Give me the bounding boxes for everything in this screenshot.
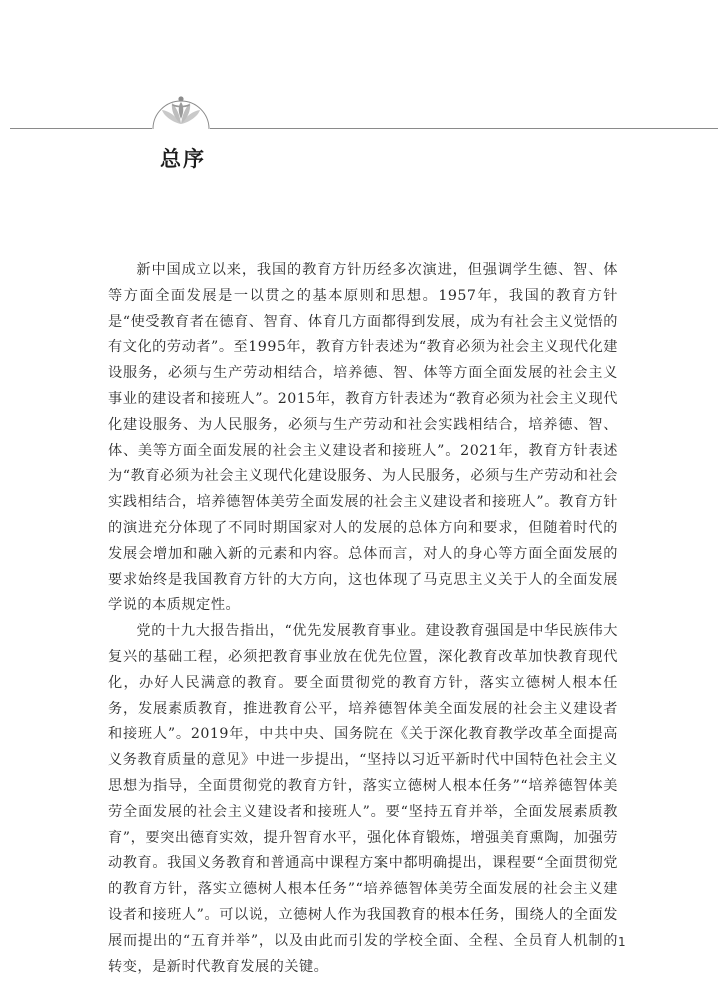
body-text [108,258,618,980]
header-rule [10,128,718,129]
lotus-emblem [152,86,210,136]
paragraph: 党的十九大报告指出，“优先发展教育事业。建设教育强国是中华民族伟大复兴的基础工程，必须把教育事业放在优先位置，深化教育改革加快教育现代化，办好人民满意的教育。要全面贯彻党的教育方针，落实立德树人根本任务，发展素质教育，推进教育公平，培养德智体美全面发展的社会主义建设者和接班人”。2019年，中共中央、国务院在《关于深化教育教学改革全面提高义务教育质量的意见》中进一步提出，“坚持以习近平新时代中国特色社会主义思想为指导，全面贯彻党的教育方针，落实立德树人根本任务”“培养德智体美劳全面发展的社会主义建设者和接班人”。要“坚持五育并举，全面发展素质教育”，要突出德育实效，提升智育水平，强化体育锻炼，增强美育熏陶，加强劳动教育。我国义务教育和普通高中课程方案中都明确提出，课程要“全面贯彻党的教育方针，落实立德树人根本任务”“培养德智体美劳全面发展的社会主义建设者和接班人”。可以说，立德树人作为我国教育的根本任务，围绕人的全面发展而提出的“五育并举”，以及由此而引发的学校全面、全程、全员育人机制的转变，是新时代教育发展的关键。 [108,623,618,975]
lotus-person-icon [152,86,210,136]
page-number: 1 [618,935,626,949]
page-title: 总序 [160,147,206,171]
paragraph: 新中国成立以来，我国的教育方针历经多次演进，但强调学生德、智、体等方面全面发展是一以贯之的基本原则和思想。1957年，我国的教育方针是“使受教育者在德育、智育、体育几方面都得到发展，成为有社会主义觉悟的有文化的劳动者”。至1995年，教育方针表述为“教育必须为社会主义现代化建设服务，必须与生产劳动相结合，培养德、智、体等方面全面发展的社会主义事业的建设者和接班人”。2015年，教育方针表述为“教育必须为社会主义现代化建设服务、为人民服务，必须与生产劳动和社会实践相结合，培养德、智、体、美等方面全面发展的社会主义建设者和接班人”。2021年，教育方针表述为“教育必须为社会主义现代化建设服务、为人民服务，必须与生产劳动和社会实践相结合，培养德智体美劳全面发展的社会主义建设者和接班人”。教育方针的演进充分体现了不同时期国家对人的发展的总体方向和要求，但随着时代的发展会增加和融入新的元素和内容。总体而言，对人的身心等方面全面发展的要求始终是我国教育方针的大方向，这也体现了马克思主义关于人的全面发展学说的本质规定性。 [108,262,618,614]
